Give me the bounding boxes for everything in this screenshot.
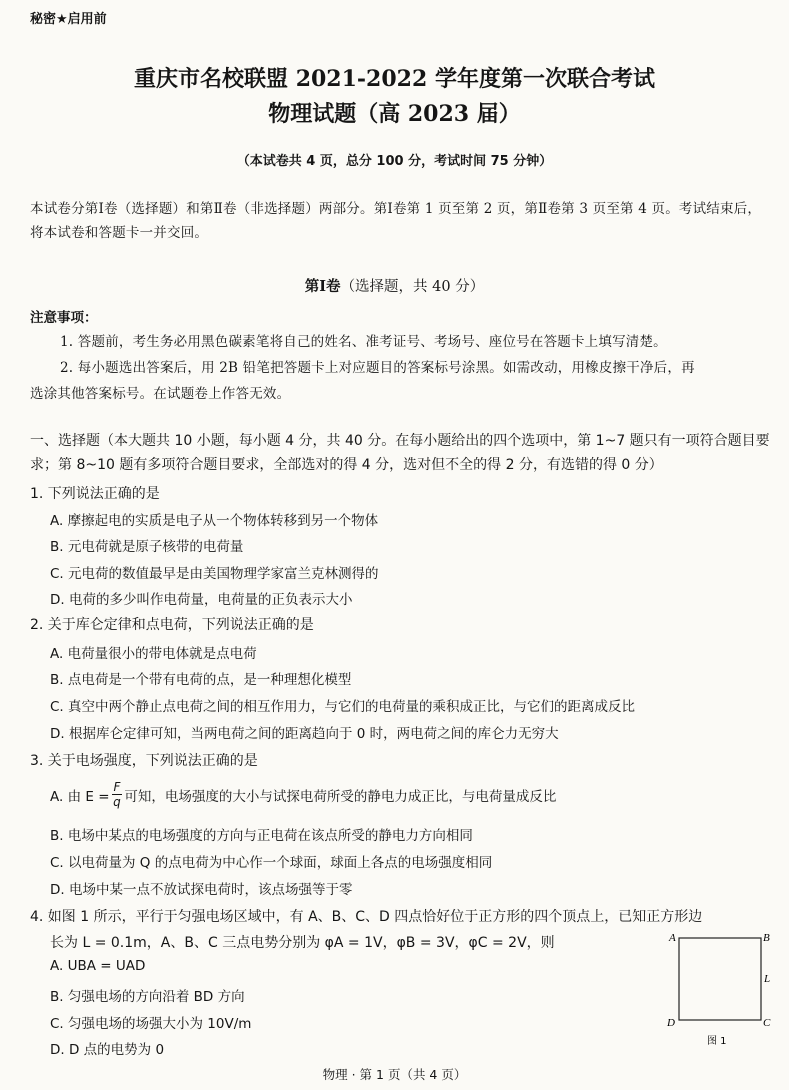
q3-option-a [50,780,556,809]
q4-option-c: C. 匀强电场的场强大小为 10V/m [50,1016,252,1032]
q3-option-a-prefix: A. 由 E = [50,788,110,805]
side-length-label: L [764,973,771,985]
section-note: （选择题，共 40 分） [340,279,485,295]
vertex-d-label: D [667,1017,675,1029]
q3-option-a-text: 可知，电场强度的大小与试探电荷所受的静电力成正比，与电荷量成反比 [124,788,557,805]
q3-option-d: D. 电场中某一点不放试探电荷时，该点场强等于零 [50,882,353,898]
q4-stem-line1: 4. 如图 1 所示，平行于匀强电场区域中，有 A、B、C、D 四点恰好位于正方形的四个顶点上，已知正方形边 [30,909,703,925]
exam-info: （本试卷共 4 页，总分 100 分，考试时间 75 分钟） [236,154,553,169]
notice-item-2: 2. 每小题选出答案后，用 2B 铅笔把答题卡上对应题目的答案标号涂黑。如需改动，用橡皮擦干净后，再 [60,360,695,376]
q4-option-d: D. D 点的电势为 0 [50,1042,165,1058]
q1-option-d: D. 电荷的多少叫作电荷量，电荷量的正负表示大小 [50,592,353,608]
intro-paragraph: 本试卷分第Ⅰ卷（选择题）和第Ⅱ卷（非选择题）两部分。第Ⅰ卷第 1 页至第 2 页，第Ⅱ卷第 3 页至第 4 页。考试结束后，将本试卷和答题卡一并交回。 [30,201,762,241]
vertex-a-label: A [669,932,676,944]
exam-title: 重庆市名校联盟 2021-2022 学年度第一次联合考试 [134,66,655,92]
mc-section-heading: 一、选择题（本大题共 10 小题，每小题 4 分，共 40 分。在每小题给出的四个选项中，第 1~7 题只有一项符合题目要求；第 8~10 题有多项符合题目要求，全部选对的得 4 分，选对但不全的得 2 分，有选错的得 0 分） [30,433,770,473]
fraction-numerator: F [113,780,121,794]
q1-option-c: C. 元电荷的数值最早是由美国物理学家富兰克林测得的 [50,566,379,582]
notice-item-1: 1. 答题前，考生务必用黑色碳素笔将自己的姓名、准考证号、考场号、座位号在答题卡上填写清楚。 [60,334,667,350]
page-footer: 物理 · 第 1 页（共 4 页） [322,1067,467,1082]
q1-option-a: A. 摩擦起电的实质是电子从一个物体转移到另一个物体 [50,513,379,529]
section-title: 第Ⅰ卷 [304,278,341,295]
q3-option-c: C. 以电荷量为 Q 的点电荷为中心作一个球面，球面上各点的电场强度相同 [50,855,493,871]
q4-option-b: B. 匀强电场的方向沿着 BD 方向 [50,989,245,1005]
exam-subject-title: 物理试题（高 2023 届） [268,101,521,127]
vertex-c-label: C [763,1017,771,1029]
figure-caption: 图 1 [707,1036,727,1047]
figure-square-abcd [665,928,780,1048]
notice-item-2-cont: 选涂其他答案标号。在试题卷上作答无效。 [30,386,291,402]
q4-option-a: A. UBA = UAD [50,958,146,974]
secret-label: 秘密★启用前 [30,12,107,27]
q1-option-b: B. 元电荷就是原子核带的电荷量 [50,539,244,555]
q3-stem: 3. 关于电场强度，下列说法正确的是 [30,753,258,769]
vertex-b-label: B [763,932,770,944]
q1-stem: 1. 下列说法正确的是 [30,486,160,502]
q2-option-d: D. 根据库仑定律可知，当两电荷之间的距离趋向于 0 时，两电荷之间的库仑力无穷大 [50,726,559,742]
section-heading [0,275,789,296]
fraction-f-over-q [112,780,123,809]
q3-option-b: B. 电场中某点的电场强度的方向与正电荷在该点所受的静电力方向相同 [50,828,473,844]
fraction-denominator: q [113,795,121,809]
q2-stem: 2. 关于库仑定律和点电荷，下列说法正确的是 [30,617,314,633]
q2-option-b: B. 点电荷是一个带有电荷的点，是一种理想化模型 [50,672,352,688]
q2-option-a: A. 电荷量很小的带电体就是点电荷 [50,646,257,662]
q4-stem-line2: 长为 L = 0.1m，A、B、C 三点电势分别为 φA = 1V，φB = 3V，φC = 2V，则 [50,935,555,951]
q2-option-c: C. 真空中两个静止点电荷之间的相互作用力，与它们的电荷量的乘积成正比，与它们的距离成反比 [50,699,636,715]
notice-heading: 注意事项： [30,310,98,326]
square-outline [679,938,761,1020]
